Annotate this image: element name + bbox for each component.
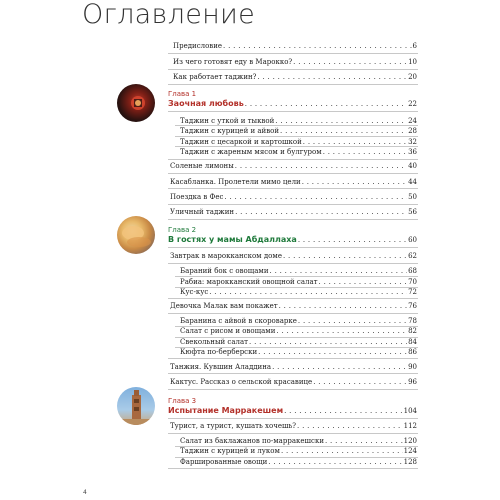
recipe-entry[interactable]	[180, 446, 417, 456]
toc-entry-title: Кактус. Рассказ о сельской красавице	[170, 378, 313, 386]
toc-entry-title: Таджин с цесаркой и картошкой	[180, 138, 302, 146]
chapter-title: В гостях у мамы Абдаллаха	[168, 235, 297, 244]
toc-entry[interactable]	[170, 192, 417, 202]
toc-entry-title: Салат из баклажанов по-марракешски	[180, 437, 324, 445]
chapter-title: Испытание Марракешем	[168, 406, 284, 415]
divider	[168, 84, 418, 85]
page-number: 4	[83, 489, 87, 496]
toc-entry-page: 56	[408, 208, 417, 216]
divider	[168, 263, 418, 264]
leader-dots	[209, 287, 407, 297]
leader-dots	[279, 301, 407, 311]
leader-dots	[313, 377, 407, 387]
toc-entry-page: 62	[408, 252, 417, 260]
leader-dots	[297, 421, 403, 431]
toc-entry[interactable]	[170, 301, 417, 311]
chapter-2-image	[117, 216, 155, 254]
toc-entry-page: 112	[403, 422, 417, 430]
toc-entry-title: Предисловие	[173, 42, 223, 50]
toc-entry-page: 60	[408, 236, 417, 244]
recipe-entry[interactable]	[180, 147, 417, 157]
toc-entry-page: 96	[408, 378, 417, 386]
toc-entry-title: Завтрак в марокканском доме	[170, 252, 282, 260]
toc-entry-page: 76	[408, 302, 417, 310]
toc-entry-title: Соленые лимоны	[170, 162, 234, 170]
leader-dots	[323, 147, 407, 157]
toc-entry[interactable]	[170, 362, 417, 372]
leader-dots	[223, 41, 411, 51]
leader-dots	[235, 161, 407, 171]
toc-entry[interactable]	[173, 41, 417, 51]
toc-entry[interactable]	[170, 207, 417, 217]
toc-entry-title: Девочка Малак вам покажет	[170, 302, 278, 310]
recipe-entry[interactable]	[180, 347, 417, 357]
toc-entry-title: Баранина с айвой в скороварке	[180, 317, 297, 325]
toc-entry-page: 28	[408, 127, 417, 135]
toc-entry[interactable]	[173, 57, 417, 67]
leader-dots	[283, 251, 407, 261]
toc-entry-title: Таджин с уткой и тыквой	[180, 117, 275, 125]
toc-entry-page: 90	[408, 363, 417, 371]
recipe-entry[interactable]	[180, 266, 417, 276]
leader-dots	[270, 266, 408, 276]
toc-entry-title: Танжия. Кувшин Аладдина	[170, 363, 272, 371]
toc-entry-page: 68	[408, 267, 417, 275]
toc-entry-page: 24	[408, 117, 417, 125]
toc-entry-page: 40	[408, 162, 417, 170]
toc-entry-title: Салат с рисом и овощами	[180, 327, 276, 335]
chapter-1-image	[117, 84, 155, 122]
recipe-entry[interactable]	[180, 287, 417, 297]
toc-entry-title: Как работает таджин?	[173, 73, 257, 81]
chapter-label: Глава 3	[168, 397, 197, 405]
divider	[168, 418, 418, 419]
leader-dots	[249, 337, 407, 347]
toc-entry-page: 22	[408, 100, 417, 108]
toc-entry[interactable]	[170, 177, 417, 187]
leader-dots	[268, 457, 402, 467]
leader-dots	[258, 347, 407, 357]
toc-entry-page: 120	[403, 437, 417, 445]
toc-entry-page: 104	[403, 407, 417, 415]
toc-entry-page: 128	[403, 458, 417, 466]
leader-dots	[293, 57, 407, 67]
chapter-title: Заочная любовь	[168, 99, 244, 108]
toc-entry-page: 44	[408, 178, 417, 186]
leader-dots	[284, 406, 403, 416]
toc-entry-title: Фаршированные овощи	[180, 458, 268, 466]
divider	[168, 173, 418, 174]
tajine-icon	[117, 84, 155, 122]
toc-entry-page: 50	[408, 193, 417, 201]
chapter-label-text: Глава 2	[168, 226, 197, 234]
chapter-3-image	[117, 387, 155, 425]
toc-entry-title: Таджин с курицей и айвой	[180, 127, 280, 135]
recipe-entry[interactable]	[180, 277, 417, 287]
divider	[168, 433, 418, 434]
divider	[168, 247, 418, 248]
leader-dots	[281, 446, 403, 456]
toc-entry[interactable]	[170, 377, 417, 387]
leader-dots	[245, 99, 407, 109]
divider	[168, 358, 418, 359]
leader-dots	[276, 326, 407, 336]
divider	[168, 111, 418, 112]
divider	[168, 159, 418, 160]
toc-entry-title: Уличный таджин	[170, 208, 235, 216]
recipe-entry[interactable]	[180, 337, 417, 347]
toc-entry-page: 10	[408, 58, 417, 66]
leader-dots	[224, 192, 407, 202]
toc-entry-title: Кус-кус	[180, 288, 209, 296]
bread-icon	[117, 216, 155, 254]
toc-entry-page: 84	[408, 338, 417, 346]
toc-entry-title: Свекольный салат	[180, 338, 249, 346]
toc-entry-page: 20	[408, 73, 417, 81]
toc-entry-page: 78	[408, 317, 417, 325]
divider	[168, 313, 418, 314]
toc-entry[interactable]	[170, 251, 417, 261]
toc-entry-title: Турист, а турист, кушать хочешь?	[170, 422, 297, 430]
divider	[168, 298, 418, 299]
toc-entry-title: Касабланка. Пролетели мимо цели	[170, 178, 301, 186]
divider	[168, 373, 418, 374]
leader-dots	[272, 362, 407, 372]
toc-entry-title: Кюфта по-берберски	[180, 348, 258, 356]
leader-dots	[319, 277, 408, 287]
toc-entry-title: Бараний бок с овощами	[180, 267, 269, 275]
recipe-entry[interactable]	[180, 457, 417, 467]
divider	[168, 468, 418, 469]
leader-dots	[280, 126, 407, 136]
recipe-entry[interactable]	[180, 326, 417, 336]
chapter-3-title-entry[interactable]	[168, 406, 417, 416]
divider	[168, 188, 418, 189]
divider	[168, 53, 418, 54]
leader-dots	[302, 177, 407, 187]
toc-entry-title: Таджин с жареным мясом и булгуром	[180, 148, 322, 156]
toc-entry-page: 70	[408, 278, 417, 286]
divider	[168, 219, 418, 220]
recipe-entry[interactable]	[180, 316, 417, 326]
chapter-label: Глава 1	[168, 90, 197, 98]
toc-entry-page: 32	[408, 138, 417, 146]
toc-entry-title: Из чего готовят еду в Марокко?	[173, 58, 293, 66]
toc-entry[interactable]	[170, 421, 417, 431]
minaret-icon	[117, 387, 155, 425]
toc-entry-page: 82	[408, 327, 417, 335]
toc-entry-page: 6	[412, 42, 417, 50]
toc-entry-title: Рабиа: марокканский овощной салат	[180, 278, 318, 286]
toc-entry[interactable]	[173, 72, 417, 82]
chapter-1-title-entry[interactable]	[168, 99, 417, 109]
divider	[168, 389, 418, 390]
chapter-label	[168, 225, 196, 235]
chapter-2-title-entry[interactable]	[168, 235, 417, 245]
toc-entry-title: Таджин с курицей и луком	[180, 447, 280, 455]
recipe-entry[interactable]	[180, 436, 417, 446]
recipe-entry[interactable]	[180, 126, 417, 136]
leader-dots	[257, 72, 407, 82]
divider	[168, 69, 418, 70]
toc-entry-page: 36	[408, 148, 417, 156]
leader-dots	[235, 207, 407, 217]
page-title: Оглавление	[82, 0, 256, 30]
toc-entry-page: 86	[408, 348, 417, 356]
leader-dots	[298, 235, 407, 245]
divider	[168, 204, 418, 205]
toc-entry-page: 124	[403, 447, 417, 455]
toc-entry[interactable]	[170, 161, 417, 171]
toc-entry-title: Поездка в Фес	[170, 193, 224, 201]
leader-dots	[298, 316, 407, 326]
leader-dots	[325, 436, 403, 446]
toc-entry-page: 72	[408, 288, 417, 296]
